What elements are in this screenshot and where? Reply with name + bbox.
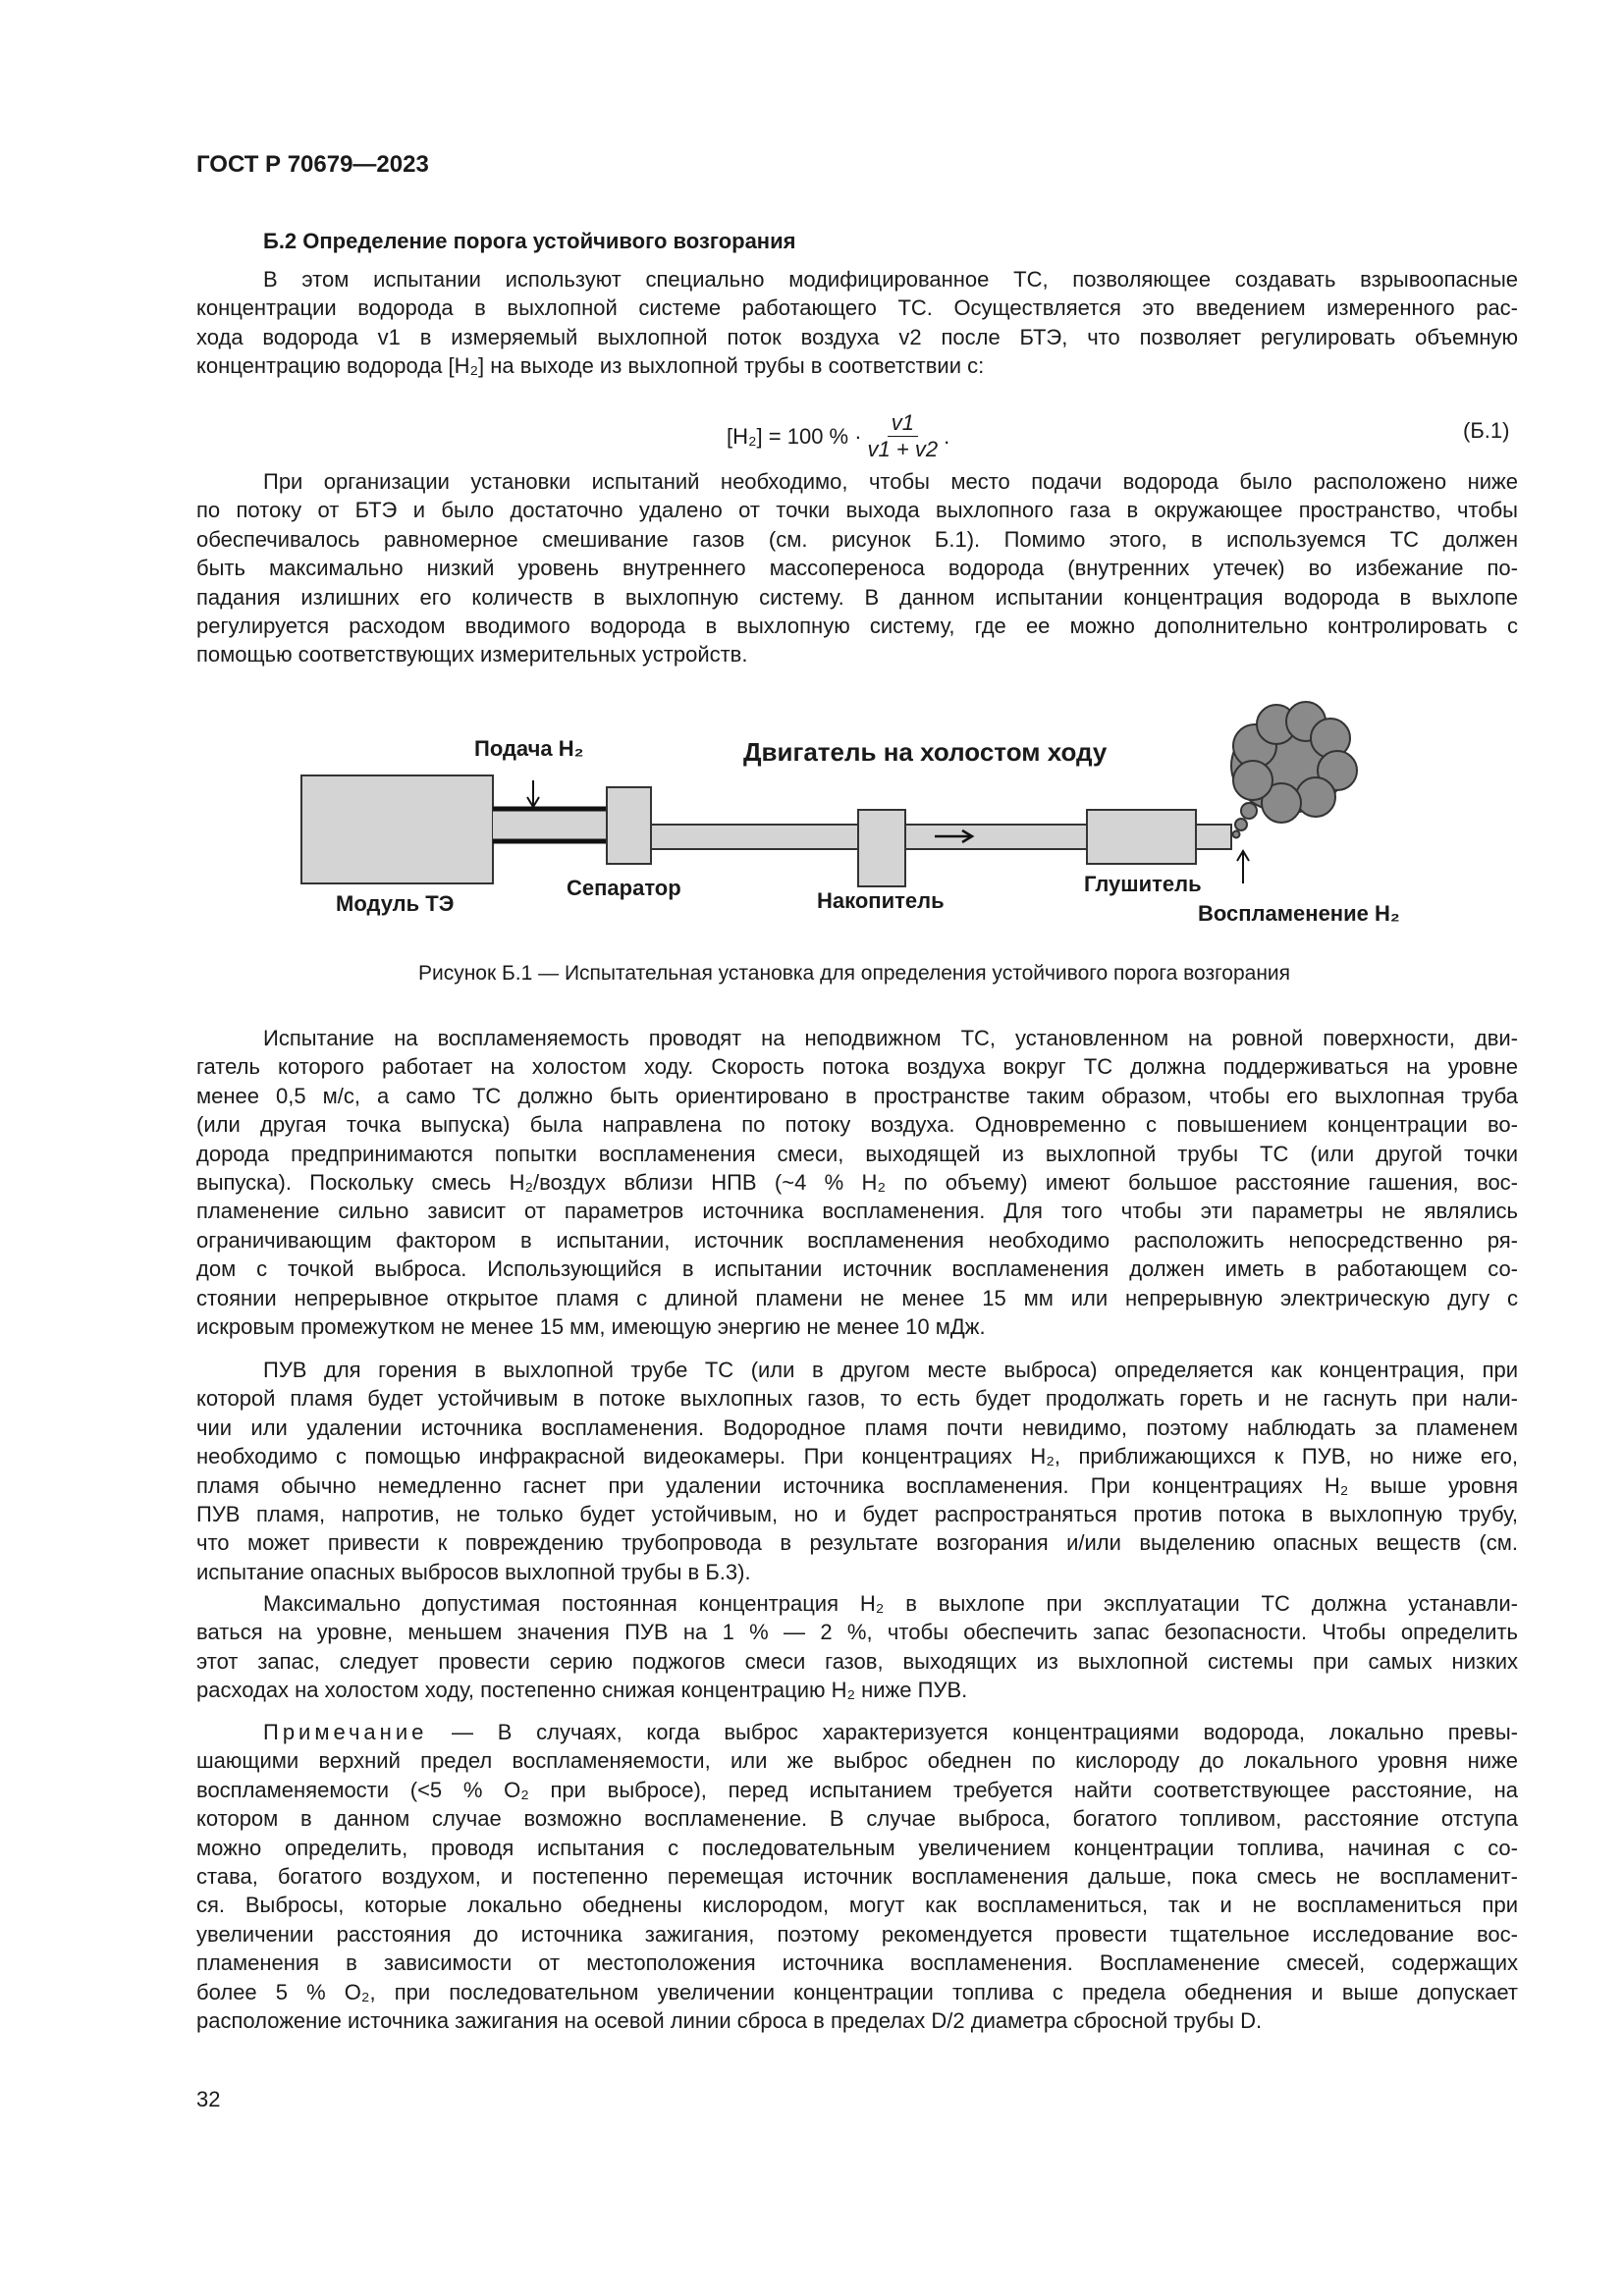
text-line: которой пламя будет устойчивым в потоке выхлопных газов, то есть будет продолжать гореть и не гаснуть при нали- [196, 1386, 1518, 1412]
fc-module-box [301, 775, 493, 883]
text-line: чии или удалении источника воспламенения. Водородное пламя почти невидимо, поэтому наблюдать за пламенем [196, 1415, 1518, 1440]
text-line: искровым промежутком не менее 15 мм, имеющую энергию не менее 10 мДж. [196, 1313, 986, 1339]
text-line: по потоку от БТЭ и было достаточно удалено от точки выхода выхлопного газа в окружающее пространство, чтобы [196, 498, 1518, 523]
text-line: ся. Выбросы, которые локально обеднены кислородом, могут как воспламениться, так и не воспламениться при [196, 1893, 1518, 1918]
tailpipe [1196, 825, 1231, 849]
label-h2-feed: Подача H₂ [474, 736, 584, 761]
text-line: дом с точкой выброса. Использующийся в испытании источник воспламенения должен иметь в работающем со- [196, 1256, 1518, 1282]
text-line: более 5 % O₂, при последовательном увеличении концентрации топлива с предела обеднения и выше допускает [196, 1979, 1518, 2004]
text-line: Испытание на воспламеняемость проводят на неподвижном ТС, установленном на ровной поверхности, дви- [263, 1026, 1518, 1050]
diagram-title: Двигатель на холостом ходу [743, 737, 1108, 767]
text-line: (или другая точка выпуска) была направлена по потоку воздуха. Одновременно с повышением концентрации во- [196, 1112, 1518, 1138]
page-number: 32 [196, 2087, 221, 2111]
text-line: падания излишних его количеств в выхлопную систему. В данном испытании концентрация водорода в выхлопе [196, 584, 1518, 610]
text-line: концентрации водорода в выхлопной системе работающего ТС. Осуществляется это введением измеренного рас- [196, 295, 1518, 321]
text-line: ваться на уровне, меньшем значения ПУВ на 1 % — 2 %, чтобы обеспечить запас безопасности. Чтобы определить [196, 1620, 1518, 1645]
text-line: испытание опасных выбросов выхлопной трубы в Б.3). [196, 1559, 751, 1584]
text-line: ПУВ пламя, напротив, не только будет устойчивым, но и будет распространяться против потока в выхлопную трубу, [196, 1501, 1518, 1526]
text-line: В этом испытании используют специально модифицированное ТС, позволяющее создавать взрывоопасные [263, 267, 1518, 292]
paragraph-3 [196, 1024, 1518, 1341]
note-label: Примечание [263, 1720, 428, 1744]
text-line: концентрацию водорода [H₂] на выходе из выхлопной трубы в соответствии с: [196, 353, 985, 379]
text-line: увеличении расстояния до источника зажигания, поэтому рекомендуется провести тщательное исследование вос- [196, 1921, 1518, 1947]
note-text: — В случаях, когда выброс характеризуется концентрациями водорода, локально превы- [427, 1720, 1518, 1744]
ignition-arrow-icon [1237, 851, 1249, 883]
text-line: помощью соответствующих измерительных устройств. [196, 642, 748, 667]
accumulator-box [858, 810, 905, 886]
text-line: этот запас, следует провести серию поджогов смеси газов, выходящих из выхлопной системы при самых низких [196, 1648, 1518, 1674]
text-line: что может привести к повреждению трубопровода в результате возгорания и/или выделению опасных веществ (см. [196, 1530, 1518, 1556]
label-separator: Сепаратор [567, 876, 681, 900]
separator-box [607, 787, 651, 864]
text-line: става, богатого воздухом, и постепенно перемещая источник воспламенения дальше, пока смесь не воспламенит- [196, 1863, 1518, 1889]
feed-pipe [493, 808, 607, 842]
text-line: Максимально допустимая постоянная концентрация H₂ в выхлопе при эксплуатации ТС должна устанавли- [263, 1591, 1518, 1616]
text-line: ограничивающим фактором в испытании, источник воспламенения необходимо расположить непосредственно ря- [196, 1227, 1518, 1253]
text-line: менее 0,5 м/с, а само ТС должно быть ориентировано в пространстве таким образом, чтобы его выхлопная труба [196, 1083, 1518, 1108]
exhaust-pipe-1 [651, 825, 858, 849]
text-line: котором в данном случае возможно воспламенение. В случае выброса, богатого топливом, расстояние отступа [196, 1806, 1518, 1832]
test-setup-diagram [0, 0, 1624, 982]
text-line: При организации установки испытаний необходимо, чтобы место подачи водорода было расположено ниже [263, 469, 1518, 494]
text-line: быть максимально низкий уровень внутреннего массопереноса водорода (внутренних утечек) во избежание по- [196, 556, 1518, 581]
paragraph-4 [196, 1356, 1518, 1586]
h2-feed-arrow-icon [527, 780, 539, 807]
label-muffler: Глушитель [1084, 872, 1202, 896]
formula-trail: . [944, 423, 950, 449]
formula-denominator: v1 + v2 [867, 437, 939, 461]
text-line: воспламеняемости (<5 % O₂ при выбросе), перед испытанием требуется найти соответствующее расстояние, на [196, 1777, 1518, 1802]
text-line: ПУВ для горения в выхлопной трубе ТС (или в другом месте выброса) определяется как концентрация, при [263, 1358, 1518, 1382]
text-line: необходимо с помощью инфракрасной видеокамеры. При концентрациях H₂, приближающихся к ПУВ, но ниже его, [196, 1444, 1518, 1469]
text-line: пламенения в зависимости от местоположения источника воспламенения. Воспламенение смесей, содержащих [196, 1950, 1518, 1976]
label-accumulator: Накопитель [817, 888, 945, 913]
formula-lhs: [H₂] = 100 % · [727, 423, 862, 449]
text-line: расходах на холостом ходу, постепенно снижая концентрацию H₂ ниже ПУВ. [196, 1678, 968, 1703]
text-line: дорода предпринимаются попытки воспламенения смеси, выходящей из выхлопной трубы ТС (или другой точки [196, 1141, 1518, 1166]
label-fc-module: Модуль ТЭ [336, 891, 455, 916]
equation-number: (Б.1) [1463, 418, 1510, 443]
section-heading: Б.2 Определение порога устойчивого возгорания [263, 229, 796, 253]
exhaust-pipe-2 [905, 825, 1087, 849]
note [196, 1718, 1518, 2035]
text-line: обеспечивалось равномерное смешивание газов (см. рисунок Б.1). Помимо этого, в используемся ТС должен [196, 526, 1518, 552]
text-line: хода водорода v1 в измеряемый выхлопной поток воздуха v2 после БТЭ, что позволяет регулировать объемную [196, 324, 1518, 349]
text-line: стоянии непрерывное открытое пламя с длиной пламени не менее 15 мм или непрерывную электрическую дугу с [196, 1285, 1518, 1310]
text-line: выпуска). Поскольку смесь H₂/воздух вблизи НПВ (~4 % H₂ по объему) имеют большое расстояние гашения, вос- [196, 1169, 1518, 1195]
text-line [196, 1718, 1518, 1746]
muffler-box [1087, 810, 1196, 864]
formula-numerator: v1 [888, 410, 918, 437]
cloud-icon [1231, 702, 1357, 838]
text-line: пламенение сильно зависит от параметров источника воспламенения. Для того чтобы эти параметры не являлись [196, 1199, 1518, 1224]
text-line: гатель которого работает на холостом ходу. Скорость потока воздуха вокруг ТС должна поддерживаться на уровне [196, 1054, 1518, 1080]
document-header: ГОСТ Р 70679—2023 [196, 151, 429, 178]
text-line: расположение источника зажигания на осевой линии сброса в пределах D/2 диаметра сбросной трубы D. [196, 2007, 1263, 2033]
figure-caption: Рисунок Б.1 — Испытательная установка для определения устойчивого порога возгорания [417, 962, 1291, 985]
label-ignition: Воспламенение H₂ [1198, 901, 1400, 926]
text-line: шающими верхний предел воспламеняемости, или же выброс обеднен по кислороду до локального уровня ниже [196, 1748, 1518, 1774]
text-line: регулируется расходом вводимого водорода в выхлопную систему, где ее можно дополнительно контролировать с [196, 613, 1518, 638]
text-line: можно определить, проводя испытания с последовательным увеличением концентрации топлива, начиная с со- [196, 1835, 1518, 1860]
paragraph-5 [196, 1589, 1518, 1705]
text-line: пламя обычно немедленно гаснет при удалении источника воспламенения. При концентрациях H₂ выше уровня [196, 1472, 1518, 1498]
